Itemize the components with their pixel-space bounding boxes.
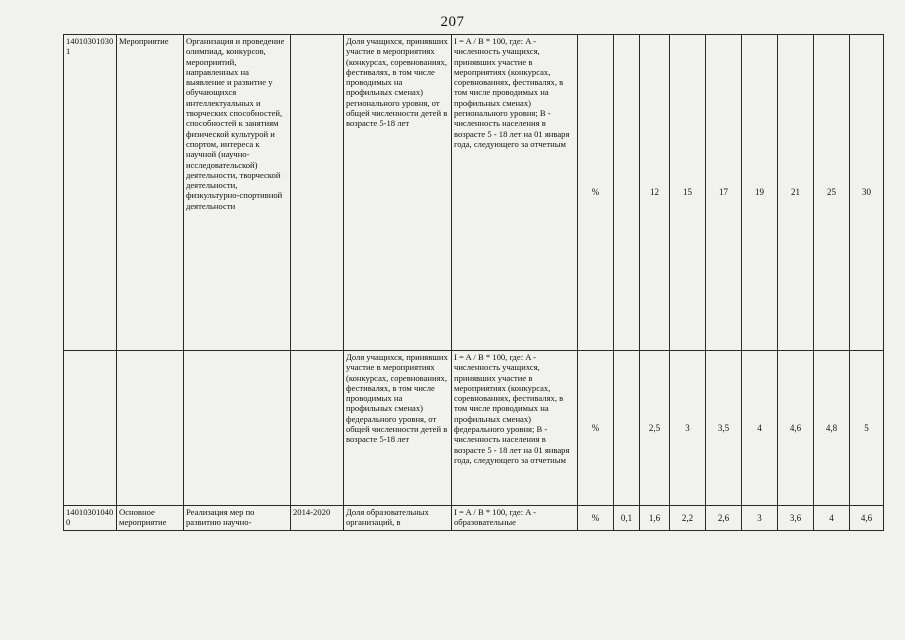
value-cell: 2,2 [670,506,706,531]
type-cell: Основное мероприятие [117,506,184,531]
value-cell: 4,6 [778,351,814,506]
value-cell [614,351,640,506]
value-cell: 1,6 [640,506,670,531]
indicator-cell: Доля учащихся, принявших участие в мероприятиях (конкурсах, соревнованиях, фестивалях, в том числе проводимых на профильных сменах) федерального уровня, от общей численности детей в возрасте 5-18 лет [344,351,452,506]
name-cell [184,351,291,506]
value-cell: 4 [814,506,850,531]
value-cell: 3 [742,506,778,531]
code-cell: 140103010400 [64,506,117,531]
value-cell: 2,6 [706,506,742,531]
page-number: 207 [440,14,465,30]
type-cell [117,351,184,506]
code-cell: 140103010301 [64,35,117,351]
value-cell: 19 [742,35,778,351]
value-cell: 15 [670,35,706,351]
value-cell: 12 [640,35,670,351]
indicator-cell: Доля учащихся, принявших участие в мероприятиях (конкурсах, соревнованиях, фестивалях, в том числе проводимых на профильных сменах) регионального уровня, от общей численности детей в возрасте 5-18 лет [344,35,452,351]
indicator-cell: Доля образовательных организаций, в [344,506,452,531]
program-table [63,34,884,531]
value-cell: 17 [706,35,742,351]
table-row [64,506,884,531]
period-cell: 2014-2020 [291,506,344,531]
value-cell: 4,6 [850,506,884,531]
unit-cell: % [578,506,614,531]
value-cell: 0,1 [614,506,640,531]
value-cell [614,35,640,351]
value-cell: 4,8 [814,351,850,506]
value-cell: 3 [670,351,706,506]
value-cell: 25 [814,35,850,351]
unit-cell: % [578,351,614,506]
formula-cell: I = A / B * 100, где: A - численность учащихся, принявших участие в мероприятиях (конкурсах, соревнованиях, фестивалях, в том числе проводимых на профильных сменах) регионального уровня; B - численность населения в возрасте 5 - 18 лет на 01 января года, следующего за отчетным [452,35,578,351]
formula-cell: I = A / B * 100, где: A - численность учащихся, принявших участие в мероприятиях (конкурсах, соревнованиях, фестивалях, в том числе проводимых на профильных сменах) федерального уровня; B - численность населения в возрасте 5 - 18 лет на 01 января года, следующего за отчетным [452,351,578,506]
name-cell: Организация и проведение олимпиад, конкурсов, мероприятий, направленных на выявление и развитие у обучающихся интеллектуальных и творческих способностей, способностей к занятиям физической культурой и спортом, интереса к научной (научно-исследовательской) деятельности, творческой деятельности, физкультурно-спортивной деятельности [184,35,291,351]
value-cell: 21 [778,35,814,351]
value-cell: 30 [850,35,884,351]
name-cell: Реализация мер по развитию научно- [184,506,291,531]
value-cell: 4 [742,351,778,506]
unit-cell: % [578,35,614,351]
period-cell [291,351,344,506]
table-row [64,35,884,351]
type-cell: Мероприятие [117,35,184,351]
table-row [64,351,884,506]
value-cell: 2,5 [640,351,670,506]
value-cell: 5 [850,351,884,506]
value-cell: 3,6 [778,506,814,531]
value-cell: 3,5 [706,351,742,506]
period-cell [291,35,344,351]
code-cell [64,351,117,506]
formula-cell: I = A / B * 100, где: A - образовательные [452,506,578,531]
